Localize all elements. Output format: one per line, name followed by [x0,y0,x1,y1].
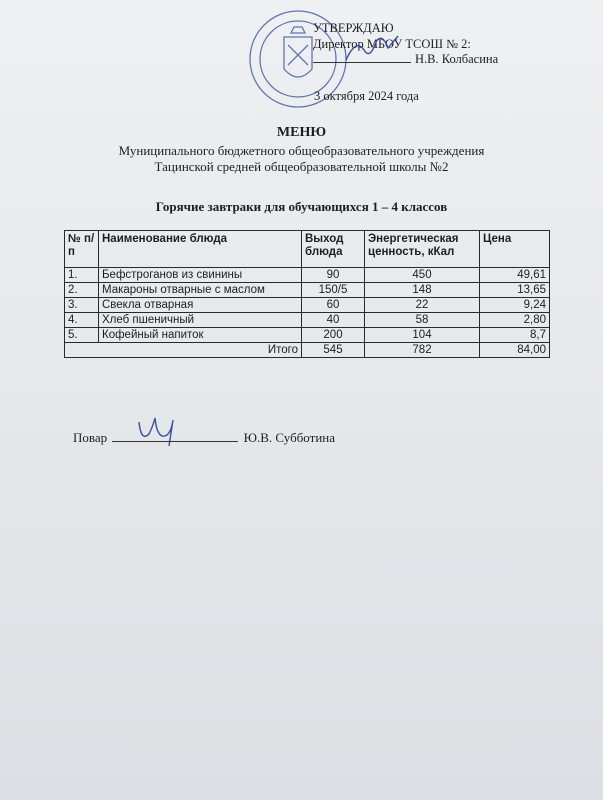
row-yield: 150/5 [302,283,365,298]
row-num: 3. [65,298,99,313]
row-price: 2,80 [480,313,550,328]
total-energy: 782 [365,343,480,358]
cook-signature-line [112,441,238,442]
row-yield: 90 [302,268,365,283]
row-yield: 60 [302,298,365,313]
row-dish-name: Свекла отварная [99,298,302,313]
row-price: 49,61 [480,268,550,283]
approval-date: 3 октября 2024 года [314,89,419,103]
cook-signature-block [73,430,335,446]
row-energy: 104 [365,328,480,343]
row-dish-name: Хлеб пшеничный [99,313,302,328]
table-row [65,328,550,343]
row-num: 1. [65,268,99,283]
total-price: 84,00 [480,343,550,358]
header-num: № п/п [65,231,99,268]
row-num: 5. [65,328,99,343]
row-energy: 22 [365,298,480,313]
total-yield: 545 [302,343,365,358]
document-title: МЕНЮ [276,125,327,140]
approval-block [313,21,499,103]
table-row [65,298,550,313]
director-signature [342,30,402,66]
header-energy: Энергетическая ценность, кКал [365,231,480,268]
approval-signature-row [313,52,498,68]
approval-name: Н.В. Колбасина [415,52,499,66]
cook-label: Повар [73,430,108,445]
row-dish-name: Макароны отварные с маслом [99,283,302,298]
row-dish-name: Бефстроганов из свинины [99,268,302,283]
table-row [65,283,550,298]
cook-name: Ю.В. Субботина [243,430,336,445]
row-price: 9,24 [480,298,550,313]
organization-line-2: Тацинской средней общеобразовательной школы №2 [154,159,449,174]
row-dish-name: Кофейный напиток [99,328,302,343]
row-price: 13,65 [480,283,550,298]
table-header-row [65,231,550,268]
menu-subtitle: Горячие завтраки для обучающихся 1 – 4 классов [155,199,448,214]
header-price: Цена [480,231,550,268]
approval-heading: УТВЕРЖДАЮ [313,21,394,35]
total-label: Итого [65,343,302,358]
table-row [65,313,550,328]
row-energy: 450 [365,268,480,283]
row-yield: 200 [302,328,365,343]
approval-position: Директор МБОУ ТСОШ № 2: [313,36,471,51]
row-energy: 58 [365,313,480,328]
row-energy: 148 [365,283,480,298]
row-num: 2. [65,283,99,298]
row-num: 4. [65,313,99,328]
table-row [65,268,550,283]
header-dish-name: Наименование блюда [99,231,302,268]
row-yield: 40 [302,313,365,328]
organization-line-1: Муниципального бюджетного общеобразовательного учреждения [118,143,485,158]
table-total-row [65,343,550,358]
menu-table [64,230,550,358]
row-price: 8,7 [480,328,550,343]
header-yield: Выход блюда [302,231,365,268]
